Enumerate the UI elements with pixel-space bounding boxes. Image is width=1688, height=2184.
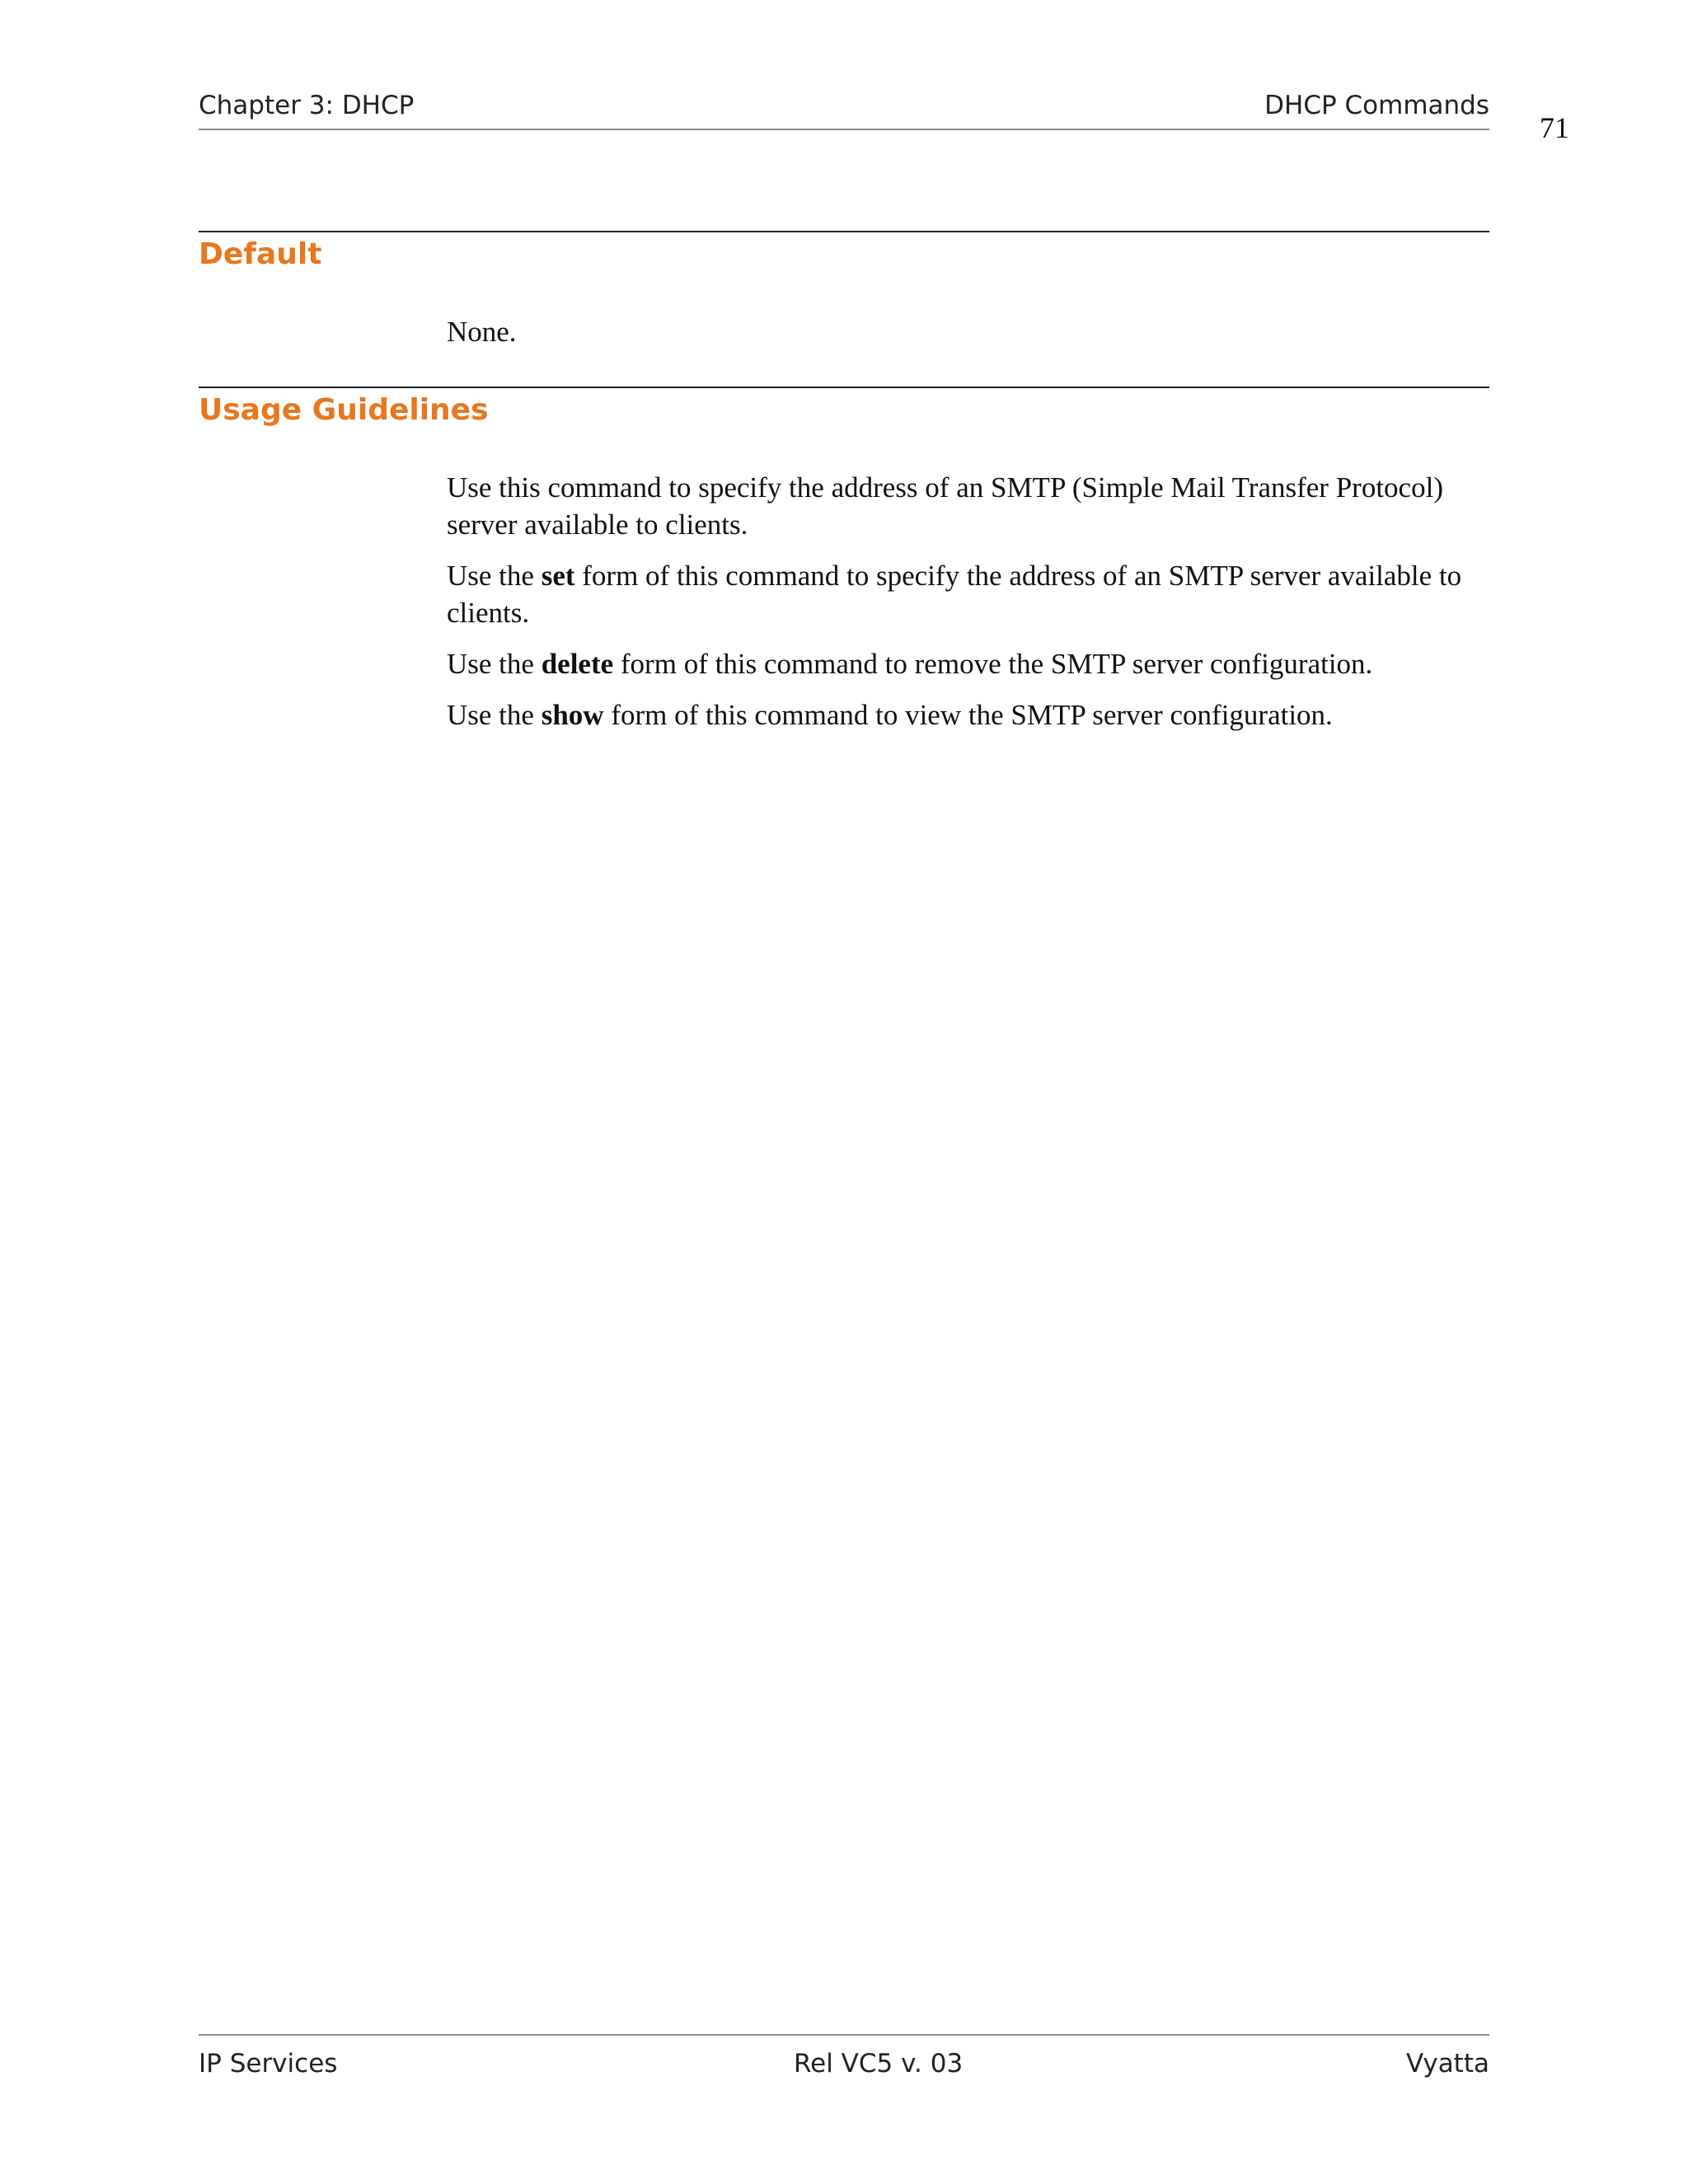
running-header xyxy=(199,89,1489,130)
running-footer xyxy=(199,2034,1489,2085)
header-section: DHCP Commands xyxy=(1264,91,1489,120)
usage-paragraph-delete: Use the delete form of this command to remove the SMTP server configuration. xyxy=(447,648,1373,680)
usage-paragraph-set: Use the set form of this command to specify the address of an SMTP server available to clients. xyxy=(447,560,1462,629)
usage-paragraph-show: Use the show form of this command to view the SMTP server configuration. xyxy=(447,699,1333,731)
default-body xyxy=(447,313,1489,364)
footer-product: IP Services xyxy=(199,2049,338,2079)
section-heading-usage: Usage Guidelines xyxy=(199,393,489,427)
command-keyword-set: set xyxy=(541,560,575,592)
section-heading-default: Default xyxy=(199,237,322,271)
section-divider-default xyxy=(199,231,1489,232)
section-divider-usage xyxy=(199,387,1489,388)
usage-paragraph: Use this command to specify the address of an SMTP (Simple Mail Transfer Protocol) server available to clients. xyxy=(447,471,1443,541)
command-keyword-show: show xyxy=(541,699,604,731)
footer-company: Vyatta xyxy=(1405,2049,1489,2079)
page-number: 71 xyxy=(1540,111,1569,144)
default-text: None. xyxy=(447,316,517,348)
command-keyword-delete: delete xyxy=(541,648,614,680)
usage-body xyxy=(447,469,1489,748)
footer-release: Rel VC5 v. 03 xyxy=(794,2049,964,2079)
header-chapter: Chapter 3: DHCP xyxy=(199,91,415,120)
